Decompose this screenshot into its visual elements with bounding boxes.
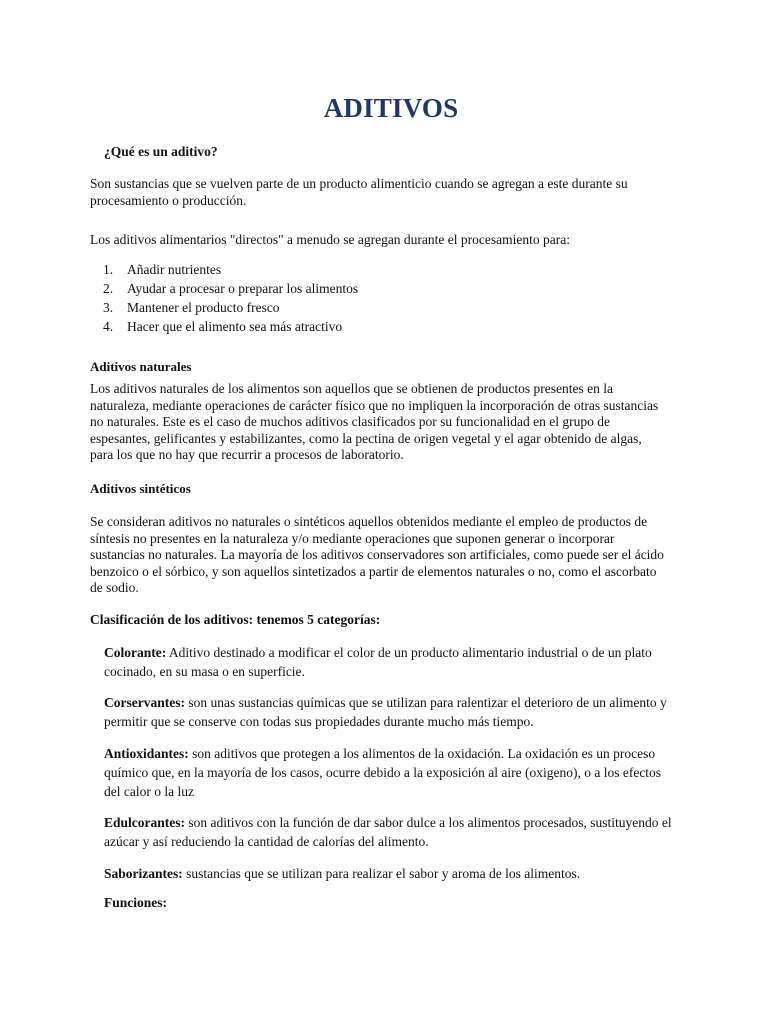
category-description: Aditivo destinado a modificar el color de un producto alimentario industrial o de un plato cocinado, en su masa o en superficie. <box>104 645 652 679</box>
category-description: son aditivos con la función de dar sabor dulce a los alimentos procesados, sustituyendo el azúcar y así reduciendo la cantidad de calorías del alimento. <box>104 815 672 849</box>
category-description: son unas sustancias químicas que se utilizan para ralentizar el deterioro de un alimento y permitir que se conserve con todas sus propiedades durante mucho más tiempo. <box>104 695 667 729</box>
category-description: son aditivos que protegen a los alimentos de la oxidación. La oxidación es un proceso químico que, en la mayoría de los casos, ocurre debido a la exposición al aire (oxigeno), o a los efectos del calor o la luz <box>104 746 662 799</box>
synthetic-additives-paragraph: Se consideran aditivos no naturales o sintéticos aquellos obtenidos mediante el empleo de productos de síntesis no presentes en la naturaleza y/o mediante operaciones que suponen generar o incorporar sustancias no naturales. La mayoría de los aditivos conservadores son artificiales, como puede ser el ácido benzoico o el sórbico, y son aquellos sintetizados a partir de elementos naturales o no, como el ascorbato de sodio. <box>90 514 664 595</box>
direct-additives-list <box>103 260 663 336</box>
list-number: 4. <box>103 319 114 334</box>
list-text: Ayudar a procesar o preparar los alimentos <box>127 281 359 296</box>
category-saborizantes <box>104 864 684 883</box>
category-conservantes <box>104 693 679 731</box>
list-text: Hacer que el alimento sea más atractivo <box>127 319 343 334</box>
document-title: ADITIVOS <box>323 93 459 123</box>
classification-heading: Clasificación de los aditivos: tenemos 5 categorías: <box>90 612 381 627</box>
natural-additives-paragraph: Los aditivos naturales de los alimentos son aquellos que se obtienen de productos presentes en la naturaleza, mediante operaciones de carácter físico que no impliquen la incorporación de otras sustancias no naturales. Este es el caso de muchos aditivos clasificados por su funcionalidad en el grupo de espesantes, gelificantes y estabilizantes, como la pectina de origen vegetal y el agar obtenido de algas, para los que no hay que recurrir a procesos de laboratorio. <box>90 381 659 462</box>
category-term: Colorante: <box>104 645 167 660</box>
synthetic-additives-heading: Aditivos sintéticos <box>90 481 191 496</box>
list-item <box>103 298 663 317</box>
category-term: Corservantes: <box>104 695 185 710</box>
definition-paragraph: Son sustancias que se vuelven parte de un producto alimenticio cuando se agregan a este durante su procesamiento o producción. <box>90 176 628 208</box>
natural-additives-heading: Aditivos naturales <box>90 359 192 374</box>
list-number: 1. <box>103 262 114 277</box>
category-term: Antioxidantes: <box>104 746 189 761</box>
direct-additives-intro: Los aditivos alimentarios "directos" a menudo se agregan durante el procesamiento para: <box>90 232 570 247</box>
list-item <box>103 317 663 336</box>
list-item <box>103 279 663 298</box>
list-number: 3. <box>103 300 114 315</box>
category-description: sustancias que se utilizan para realizar el sabor y aroma de los alimentos. <box>182 866 581 881</box>
list-item <box>103 260 663 279</box>
category-term: Saborizantes: <box>104 866 183 881</box>
question-heading: ¿Qué es un aditivo? <box>104 144 218 159</box>
category-term: Edulcorantes: <box>104 815 185 830</box>
list-text: Mantener el producto fresco <box>127 300 280 315</box>
list-number: 2. <box>103 281 114 296</box>
list-text: Añadir nutrientes <box>127 262 222 277</box>
category-antioxidantes <box>104 744 679 801</box>
functions-heading: Funciones: <box>104 895 168 910</box>
category-colorante <box>104 643 674 681</box>
category-edulcorantes <box>104 813 679 851</box>
